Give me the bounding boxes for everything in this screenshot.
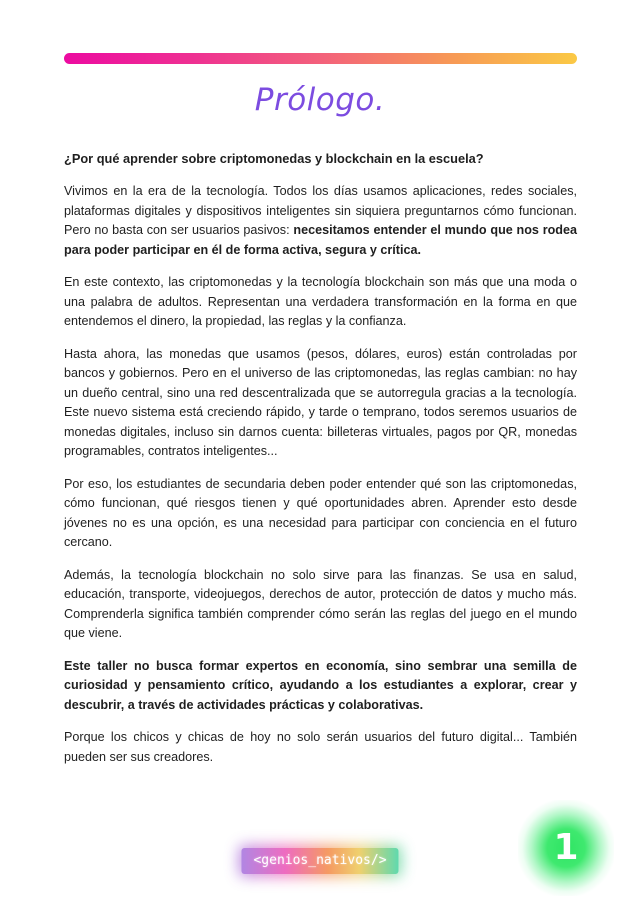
paragraph-text: Además, la tecnología blockchain no solo sirve para las finanzas. Se usa en salud, educación, transporte, videojuegos, derechos de autor, protección de datos y mucho más. Comprenderla significa también comprender cómo serán las reglas del juego en el mundo que viene. <box>64 567 577 640</box>
decorative-gradient-bar <box>64 53 577 64</box>
page-number: 1 <box>553 827 579 868</box>
paragraph <box>64 657 577 716</box>
page-title: Prólogo. <box>254 82 386 118</box>
brand-badge-label: <genios_nativos/> <box>241 848 398 874</box>
brand-badge <box>241 848 398 874</box>
paragraph-text-bold: necesitamos entender el mundo que nos rodea para poder participar en él de forma activa, segura y crítica. <box>64 223 577 257</box>
paragraph <box>64 273 577 332</box>
paragraph-text: Vivimos en la era de la tecnología. Todos los días usamos aplicaciones, redes sociales, plataformas digitales y dispositivos inteligentes sin siquiera preguntarnos cómo funcionan. Pero no basta con ser usuarios pasivos: <box>64 184 577 237</box>
document-body <box>64 149 577 780</box>
page-number-badge <box>518 800 614 896</box>
paragraph-text: Porque los chicos y chicas de hoy no solo serán usuarios del futuro digital... También pueden ser sus creadores. <box>64 730 577 764</box>
paragraphs-container <box>64 182 577 767</box>
paragraph <box>64 182 577 260</box>
paragraph <box>64 345 577 462</box>
paragraph <box>64 566 577 644</box>
section-heading: ¿Por qué aprender sobre criptomonedas y blockchain en la escuela? <box>64 151 484 166</box>
paragraph-text: Por eso, los estudiantes de secundaria deben poder entender qué son las criptomonedas, cómo funcionan, qué riesgos tienen y qué oportunidades abren. Aprender esto desde jóvenes no es una opción, es una necesidad para participar con conciencia en el futuro cercano. <box>64 476 577 549</box>
paragraph <box>64 475 577 553</box>
paragraph-text-bold: Este taller no busca formar expertos en economía, sino sembrar una semilla de curiosidad y pensamiento crítico, ayudando a los estudiantes a explorar, crear y descubrir, a través de actividades prácticas y colaborativas. <box>64 658 577 712</box>
paragraph-text: En este contexto, las criptomonedas y la tecnología blockchain son más que una moda o una palabra de adultos. Representan una verdadera transformación en la forma en que entendemos el dinero, la propiedad, las reglas y la confianza. <box>64 275 577 328</box>
paragraph <box>64 728 577 767</box>
paragraph-text: Hasta ahora, las monedas que usamos (pesos, dólares, euros) están controladas por bancos y gobiernos. Pero en el universo de las criptomonedas, las reglas cambian: no hay un dueño central, sino una red descentralizada que se autorregula gracias a la tecnología. Este nuevo sistema está creciendo rápido, y tarde o temprano, todos seremos usuarios de monedas digitales, incluso sin darnos cuenta: billeteras virtuales, pagos por QR, monedas programables, contratos inteligentes... <box>64 346 577 458</box>
